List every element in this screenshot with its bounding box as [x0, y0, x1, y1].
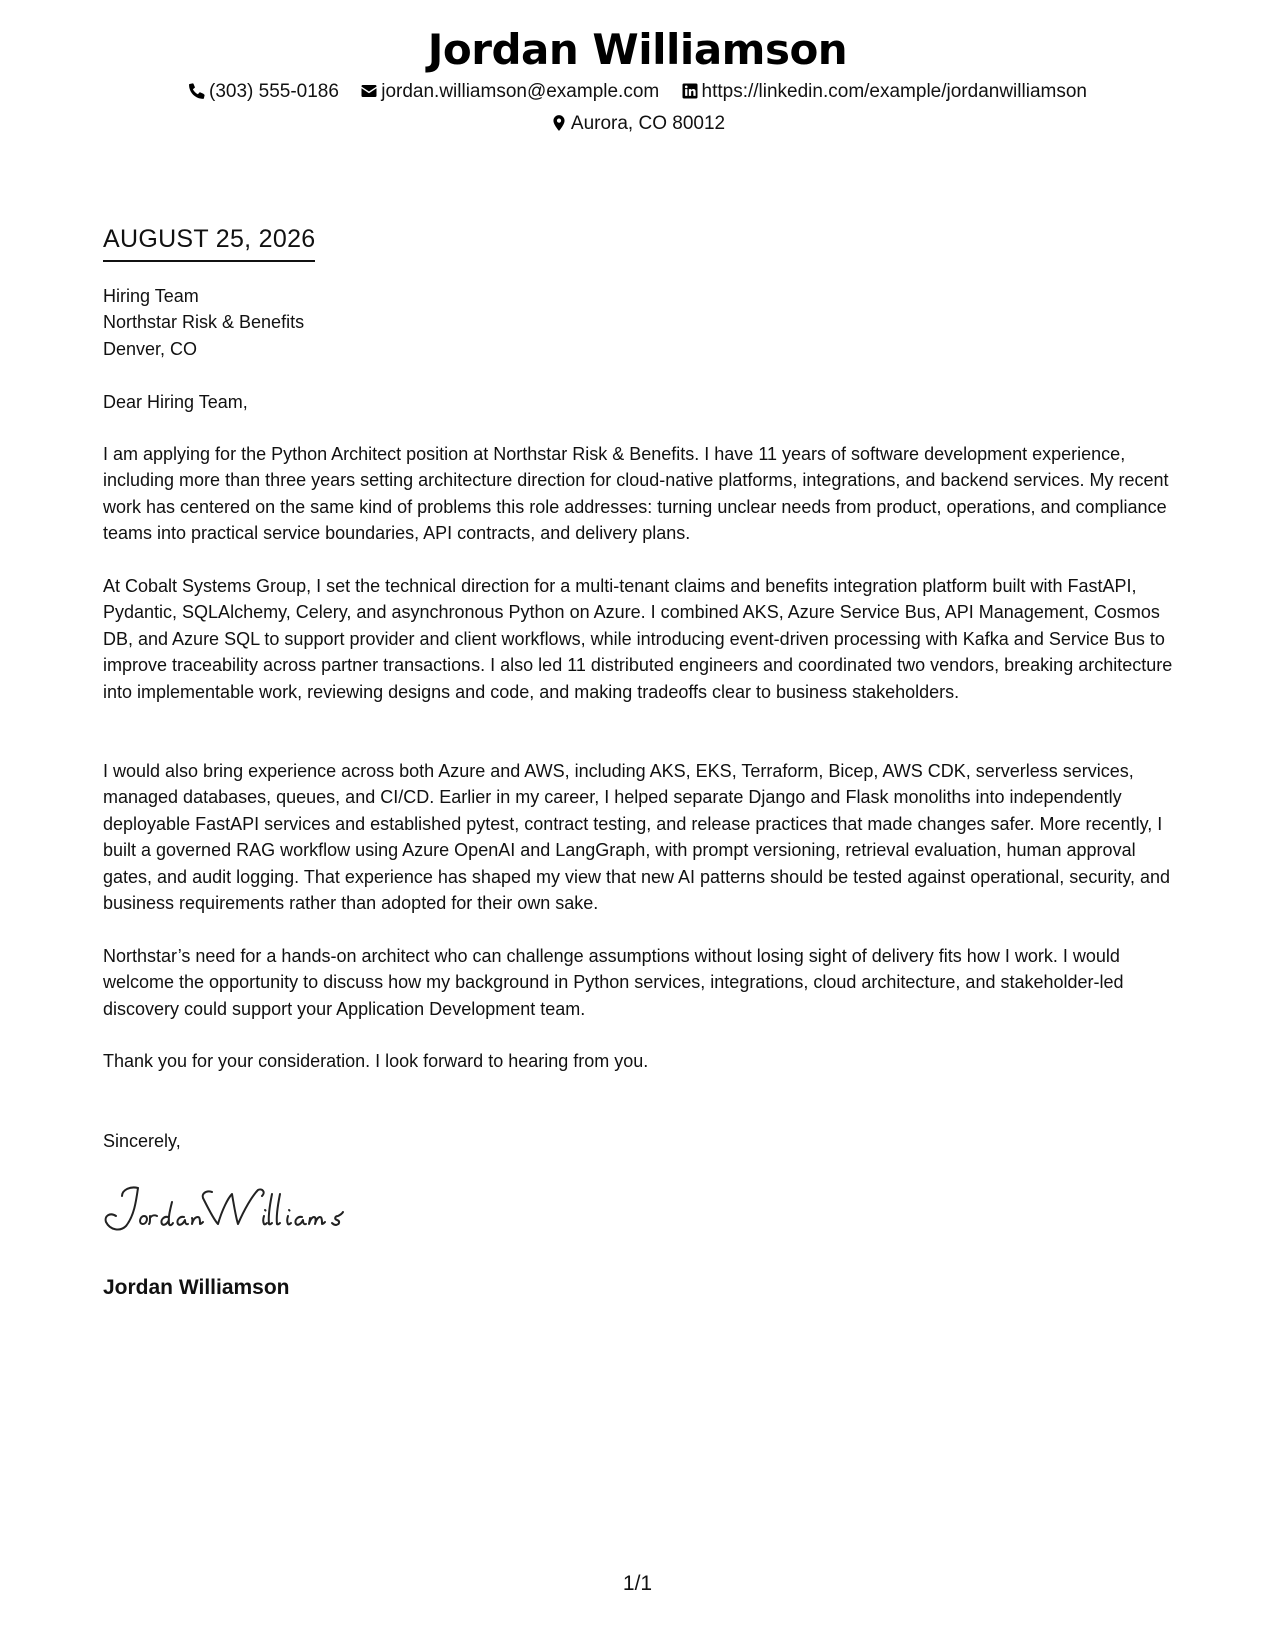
handwritten-signature: [100, 1180, 370, 1245]
closing-paragraph: Thank you for your consideration. I look forward to hearing from you.: [103, 1051, 649, 1071]
email-text: jordan.williamson@example.com: [381, 81, 660, 102]
letter-date-block: [103, 223, 315, 262]
contact-location-line: [0, 111, 1275, 137]
linkedin-text: https://linkedin.com/example/jordanwilliamson: [701, 81, 1087, 102]
location-text: Aurora, CO 80012: [570, 113, 726, 134]
recipient-line: Hiring Team: [103, 286, 199, 306]
contact-linkedin[interactable]: [681, 79, 1087, 105]
envelope-icon: [360, 82, 378, 100]
body-paragraph: Northstar’s need for a hands-on architect who can challenge assumptions without losing sight of delivery fits how I work. I would welcome the opportunity to discuss how my background in Python services, integrations, cloud architecture, and stakeholder-led discovery could support your Application Development team.: [103, 946, 1124, 1019]
salutation: Dear Hiring Team,: [103, 392, 248, 412]
contact-location: [550, 111, 725, 137]
linkedin-icon: [681, 82, 699, 100]
applicant-name-heading: Jordan Williamson: [427, 25, 848, 74]
phone-text: (303) 555-0186: [209, 81, 339, 102]
signer-name: Jordan Williamson: [103, 1276, 290, 1299]
body-paragraph: At Cobalt Systems Group, I set the technical direction for a multi-tenant claims and benefits integration platform built with FastAPI, Pydantic, SQLAlchemy, Celery, and asynchronous Python on Azure. I combined AKS, Azure Service Bus, API Management, Cosmos DB, and Azure SQL to support provider and client workflows, while introducing event-driven processing with Kafka and Service Bus to improve traceability across partner transactions. I also led 11 distributed engineers and coordinated two vendors, breaking architecture into implementable work, reviewing designs and code, and making tradeoffs clear to business stakeholders.: [103, 576, 1173, 702]
contact-info-line: [0, 79, 1275, 105]
page-number: 1/1: [622, 1572, 653, 1595]
contact-email[interactable]: [360, 79, 659, 105]
phone-icon: [188, 82, 206, 100]
letter-date: AUGUST 25, 2026: [103, 223, 315, 262]
body-paragraph: I would also bring experience across both Azure and AWS, including AKS, EKS, Terraform, Bicep, AWS CDK, serverless services, managed databases, queues, and CI/CD. Earlier in my career, I helped separate Django and Flask monoliths into independently deployable FastAPI services and established pytest, contract testing, and release practices that made changes safer. More recently, I built a governed RAG workflow using Azure OpenAI and LangGraph, with prompt versioning, retrieval evaluation, human approval gates, and audit logging. That experience has shaped my view that new AI patterns should be tested against operational, security, and business requirements rather than adopted for their own sake.: [103, 761, 1171, 914]
recipient-address: [103, 283, 1183, 362]
recipient-city: Denver, CO: [103, 338, 198, 359]
recipient-company: Northstar Risk & Benefits: [103, 312, 305, 333]
signature-image: [100, 1180, 370, 1240]
closing-line: Sincerely,: [103, 1131, 181, 1151]
map-marker-icon: [550, 114, 568, 132]
contact-phone: [188, 79, 339, 105]
body-paragraph: I am applying for the Python Architect position at Northstar Risk & Benefits. I have 11 years of software development experience, including more than three years setting architecture direction for cloud-native platforms, integrations, and backend services. My recent work has centered on the same kind of problems this role addresses: turning unclear needs from product, operations, and compliance teams into practical service boundaries, API contracts, and delivery plans.: [103, 444, 1169, 544]
